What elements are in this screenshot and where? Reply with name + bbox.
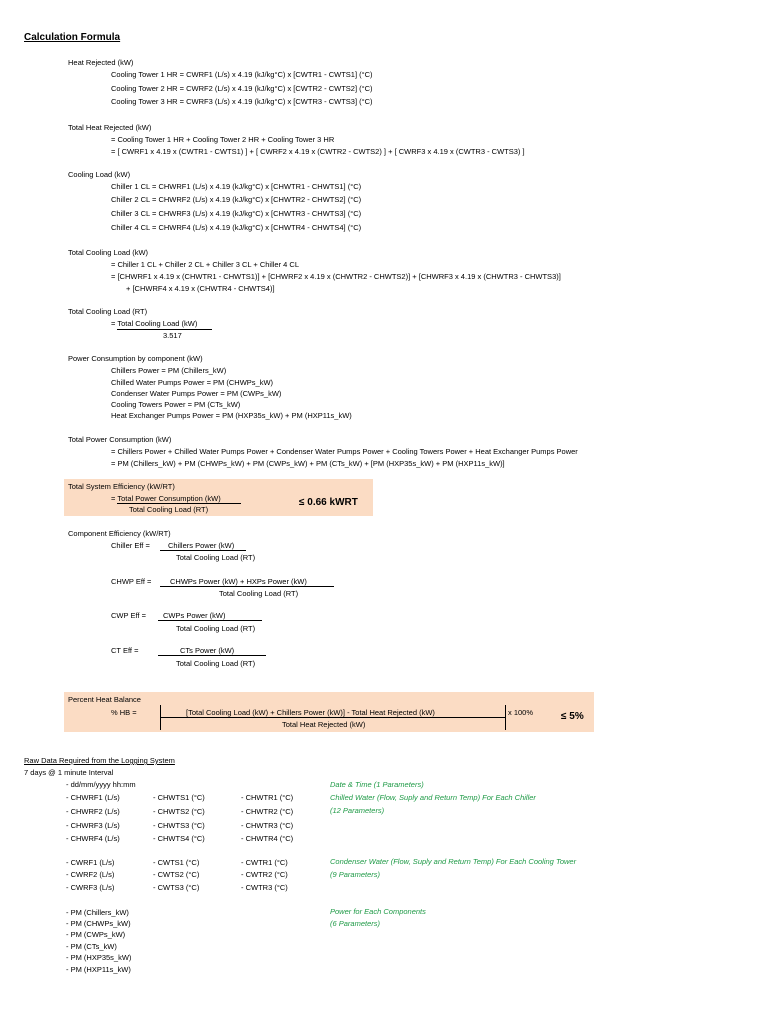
raw-data-item: - CWTR2 (°C) bbox=[241, 870, 288, 879]
formula-line: Cooling Towers Power = PM (CTs_kW) bbox=[111, 400, 241, 409]
fraction-numerator: CWPs Power (kW) bbox=[163, 611, 226, 620]
raw-data-item: - CWRF2 (L/s) bbox=[66, 870, 115, 879]
raw-data-note: (12 Parameters) bbox=[330, 806, 385, 815]
raw-data-item: - CHWTR3 (°C) bbox=[241, 821, 294, 830]
formula-line: Condenser Water Pumps Power = PM (CWPs_kW) bbox=[111, 389, 282, 398]
raw-data-item: - PM (CHWPs_kW) bbox=[66, 919, 131, 928]
fraction-denominator: Total Cooling Load (RT) bbox=[219, 589, 299, 598]
heat-balance-name: % HB = bbox=[111, 708, 137, 717]
raw-data-item: - CWTS1 (°C) bbox=[153, 858, 200, 867]
formula-line: Chiller 2 CL = CHWRF2 (L/s) x 4.19 (kJ/kg°C) x [CHWTR2 - CHWTS2] (°C) bbox=[111, 195, 362, 204]
formula-line: = Chillers Power + Chilled Water Pumps Power + Condenser Water Pumps Power + Cooling Towers Power + Heat Exchanger Pumps Power bbox=[111, 447, 578, 456]
fraction-right-bracket bbox=[505, 705, 506, 730]
fraction-numerator: [Total Cooling Load (kW) + Chillers Power (kW)] - Total Heat Rejected (kW) bbox=[186, 708, 435, 717]
formula-line: Chiller 4 CL = CHWRF4 (L/s) x 4.19 (kJ/kg°C) x [CHWTR4 - CHWTS4] (°C) bbox=[111, 223, 362, 232]
raw-data-item: - CWTS3 (°C) bbox=[153, 883, 200, 892]
raw-data-item: - CWTS2 (°C) bbox=[153, 870, 200, 879]
formula-line: Cooling Tower 1 HR = CWRF1 (L/s) x 4.19 (kJ/kg°C) x [CWTR1 - CWTS1] (°C) bbox=[111, 70, 373, 79]
chwp-eff-label: CHWP Eff = bbox=[111, 577, 152, 586]
fraction-denominator: Total Cooling Load (RT) bbox=[176, 624, 256, 633]
raw-data-note: (6 Parameters) bbox=[330, 919, 381, 928]
raw-data-item: - CHWRF4 (L/s) bbox=[66, 834, 120, 843]
formula-line: Chillers Power = PM (Chillers_kW) bbox=[111, 366, 227, 375]
raw-data-item: - CHWRF3 (L/s) bbox=[66, 821, 120, 830]
fraction-bar bbox=[160, 550, 246, 551]
raw-data-item: - CWRF1 (L/s) bbox=[66, 858, 115, 867]
ct-eff-label: CT Eff = bbox=[111, 646, 139, 655]
raw-data-item: - PM (Chillers_kW) bbox=[66, 908, 129, 917]
total-power-label: Total Power Consumption (kW) bbox=[68, 435, 172, 444]
fraction-bar bbox=[160, 717, 505, 718]
raw-data-datetime: - dd/mm/yyyy hh:mm bbox=[66, 780, 136, 789]
raw-data-label: Raw Data Required from the Logging System bbox=[24, 756, 175, 765]
formula-line: Chiller 3 CL = CHWRF3 (L/s) x 4.19 (kJ/kg°C) x [CHWTR3 - CHWTS3] (°C) bbox=[111, 209, 362, 218]
fraction-denominator: Total Cooling Load (RT) bbox=[176, 659, 256, 668]
raw-data-note: Date & Time (1 Parameters) bbox=[330, 780, 424, 789]
raw-data-note: (9 Parameters) bbox=[330, 870, 381, 879]
power-by-component-label: Power Consumption by component (kW) bbox=[68, 354, 203, 363]
raw-data-item: - PM (CWPs_kW) bbox=[66, 930, 126, 939]
formula-line: = PM (Chillers_kW) + PM (CHWPs_kW) + PM (CWPs_kW) + PM (CTs_kW) + [PM (HXP35s_kW) + PM (HXP11s_kW)] bbox=[111, 459, 505, 468]
raw-data-interval: 7 days @ 1 minute Interval bbox=[24, 768, 114, 777]
formula-line: Chiller 1 CL = CHWRF1 (L/s) x 4.19 (kJ/kg°C) x [CHWTR1 - CHWTS1] (°C) bbox=[111, 182, 362, 191]
fraction-numerator: = Total Cooling Load (kW) bbox=[111, 319, 198, 328]
raw-data-item: - CHWTS1 (°C) bbox=[153, 793, 205, 802]
formula-line: + [CHWRF4 x 4.19 x (CHWTR4 - CHWTS4)] bbox=[126, 284, 275, 293]
raw-data-item: - CHWTS4 (°C) bbox=[153, 834, 205, 843]
cooling-load-label: Cooling Load (kW) bbox=[68, 170, 131, 179]
heat-rejected-label: Heat Rejected (kW) bbox=[68, 58, 134, 67]
formula-line: = Chiller 1 CL + Chiller 2 CL + Chiller 3 CL + Chiller 4 CL bbox=[111, 260, 299, 269]
raw-data-item: - CHWTR4 (°C) bbox=[241, 834, 294, 843]
raw-data-note: Chilled Water (Flow, Suply and Return Temp) For Each Chiller bbox=[330, 793, 536, 802]
raw-data-item: - CHWTS2 (°C) bbox=[153, 807, 205, 816]
raw-data-item: - PM (HXP11s_kW) bbox=[66, 965, 131, 974]
formula-line: Cooling Tower 3 HR = CWRF3 (L/s) x 4.19 (kJ/kg°C) x [CWTR3 - CWTS3] (°C) bbox=[111, 97, 373, 106]
fraction-denominator: Total Cooling Load (RT) bbox=[176, 553, 256, 562]
total-cooling-load-kw-label: Total Cooling Load (kW) bbox=[68, 248, 149, 257]
fraction-numerator: Chillers Power (kW) bbox=[168, 541, 235, 550]
raw-data-note: Condenser Water (Flow, Suply and Return Temp) For Each Cooling Tower bbox=[330, 857, 577, 866]
fraction-numerator: CTs Power (kW) bbox=[180, 646, 235, 655]
fraction-denominator: Total Heat Rejected (kW) bbox=[282, 720, 366, 729]
raw-data-note: Power for Each Components bbox=[330, 907, 426, 916]
formula-line: = [CHWRF1 x 4.19 x (CHWTR1 - CHWTS1)] + [CHWRF2 x 4.19 x (CHWTR2 - CHWTS2)] + [CHWRF3 x 4.19 x (CHWTR3 - CHWTS3)] bbox=[111, 272, 561, 281]
raw-data-item: - PM (CTs_kW) bbox=[66, 942, 117, 951]
formula-line: = Cooling Tower 1 HR + Cooling Tower 2 HR + Cooling Tower 3 HR bbox=[111, 135, 335, 144]
chiller-eff-label: Chiller Eff = bbox=[111, 541, 150, 550]
raw-data-item: - CWTR3 (°C) bbox=[241, 883, 288, 892]
fraction-denominator: Total Cooling Load (RT) bbox=[129, 505, 209, 514]
fraction-denominator: 3.517 bbox=[163, 331, 182, 340]
raw-data-item: - CHWRF2 (L/s) bbox=[66, 807, 120, 816]
total-heat-rejected-label: Total Heat Rejected (kW) bbox=[68, 123, 152, 132]
formula-line: Cooling Tower 2 HR = CWRF2 (L/s) x 4.19 (kJ/kg°C) x [CWTR2 - CWTS2] (°C) bbox=[111, 84, 373, 93]
raw-data-item: - CHWTR2 (°C) bbox=[241, 807, 294, 816]
fraction-bar bbox=[160, 586, 334, 587]
raw-data-item: - CHWRF1 (L/s) bbox=[66, 793, 120, 802]
raw-data-item: - CHWTS3 (°C) bbox=[153, 821, 205, 830]
page-title: Calculation Formula bbox=[24, 32, 121, 43]
heat-balance-multiplier: x 100% bbox=[508, 708, 534, 717]
fraction-bar bbox=[158, 655, 266, 656]
total-cooling-load-rt-label: Total Cooling Load (RT) bbox=[68, 307, 148, 316]
fraction-numerator: = Total Power Consumption (kW) bbox=[111, 494, 221, 503]
raw-data-item: - CWRF3 (L/s) bbox=[66, 883, 115, 892]
system-efficiency-target: ≤ 0.66 kWRT bbox=[299, 497, 358, 508]
formula-line: = [ CWRF1 x 4.19 x (CWTR1 - CWTS1) ] + [ CWRF2 x 4.19 x (CWTR2 - CWTS2) ] + [ CWRF3 x 4.19 x (CWTR3 - CWTS3) ] bbox=[111, 147, 525, 156]
raw-data-item: - PM (HXP35s_kW) bbox=[66, 953, 132, 962]
raw-data-item: - CHWTR1 (°C) bbox=[241, 793, 294, 802]
cwp-eff-label: CWP Eff = bbox=[111, 611, 146, 620]
heat-balance-label: Percent Heat Balance bbox=[68, 695, 141, 704]
raw-data-item: - CWTR1 (°C) bbox=[241, 858, 288, 867]
heat-balance-target: ≤ 5% bbox=[561, 711, 584, 722]
formula-line: Heat Exchanger Pumps Power = PM (HXP35s_kW) + PM (HXP11s_kW) bbox=[111, 411, 352, 420]
system-efficiency-label: Total System Efficiency (kW/RT) bbox=[68, 482, 175, 491]
component-efficiency-label: Component Efficiency (kW/RT) bbox=[68, 529, 171, 538]
formula-line: Chilled Water Pumps Power = PM (CHWPs_kW) bbox=[111, 378, 274, 387]
fraction-bar bbox=[158, 620, 262, 621]
fraction-numerator: CHWPs Power (kW) + HXPs Power (kW) bbox=[170, 577, 307, 586]
